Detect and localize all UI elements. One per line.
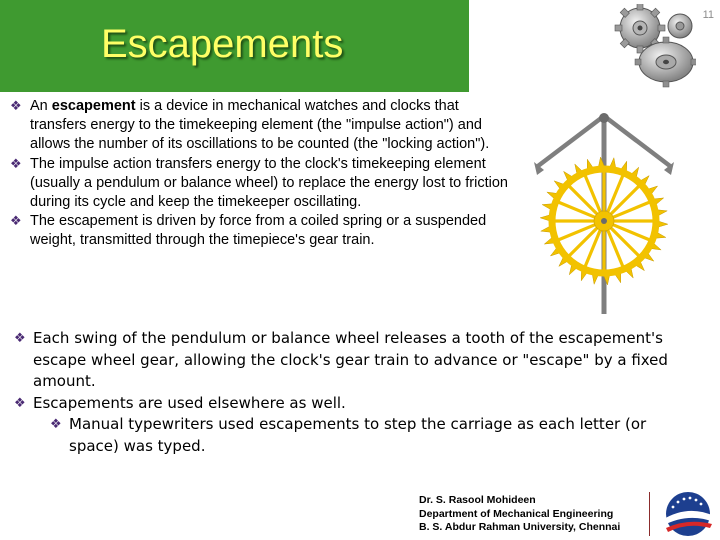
author-university: B. S. Abdur Rahman University, Chennai [419, 521, 621, 533]
bullet-item [10, 155, 515, 213]
bullet-diamond-icon: ❖ [50, 417, 62, 432]
bullet-item [10, 212, 515, 250]
bullet-diamond-icon: ❖ [14, 331, 26, 346]
author-name: Dr. S. Rasool Mohideen [419, 494, 536, 506]
bullet-text-prefix: An [30, 98, 52, 114]
bullet-keyword: escapement [51, 98, 136, 114]
escapement-illustration [528, 96, 680, 318]
university-logo [654, 490, 716, 538]
author-department: Department of Mechanical Engineering [419, 507, 614, 520]
bullet-diamond-icon: ❖ [10, 99, 22, 114]
bullet-text: is a device in mechanical watches and clocks that transfers energy to the timekeeping element (the "impulse action") and allows the number of its oscillations to be counted (the "locking action"). [30, 98, 490, 153]
sub-bullet-item [50, 414, 694, 457]
bullet-text: Escapements are used elsewhere as well. [33, 393, 346, 412]
gears-icon [614, 4, 696, 94]
bullet-item [14, 328, 694, 393]
bullet-text: The impulse action transfers energy to the clock's timekeeping element (usually a pendulum or balance wheel) to replace the energy lost to friction during its cycle and keep the timekeeper oscillating. [30, 155, 508, 211]
bullet-diamond-icon: ❖ [14, 395, 26, 411]
bullet-item [14, 393, 694, 415]
author-signature [419, 494, 620, 535]
bullet-diamond-icon: ❖ [10, 156, 22, 172]
bullet-text: Manual typewriters used escapements to step the carriage as each letter (or space) was typed. [69, 415, 647, 455]
slide-title: Escapements [101, 22, 344, 66]
top-bullet-list [10, 97, 515, 251]
bullet-item [10, 97, 515, 155]
signature-divider [649, 492, 650, 536]
bullet-text: Each swing of the pendulum or balance wheel releases a tooth of the escapement's escape wheel gear, allowing the clock's gear train to advance or "escape" by a fixed amount. [33, 329, 668, 390]
bullet-text: The escapement is driven by force from a coiled spring or a suspended weight, transmitted through the timepiece's gear train. [30, 213, 487, 249]
bullet-diamond-icon: ❖ [10, 214, 22, 230]
bottom-bullet-list [14, 328, 694, 457]
page-number: 11 [702, 9, 714, 21]
